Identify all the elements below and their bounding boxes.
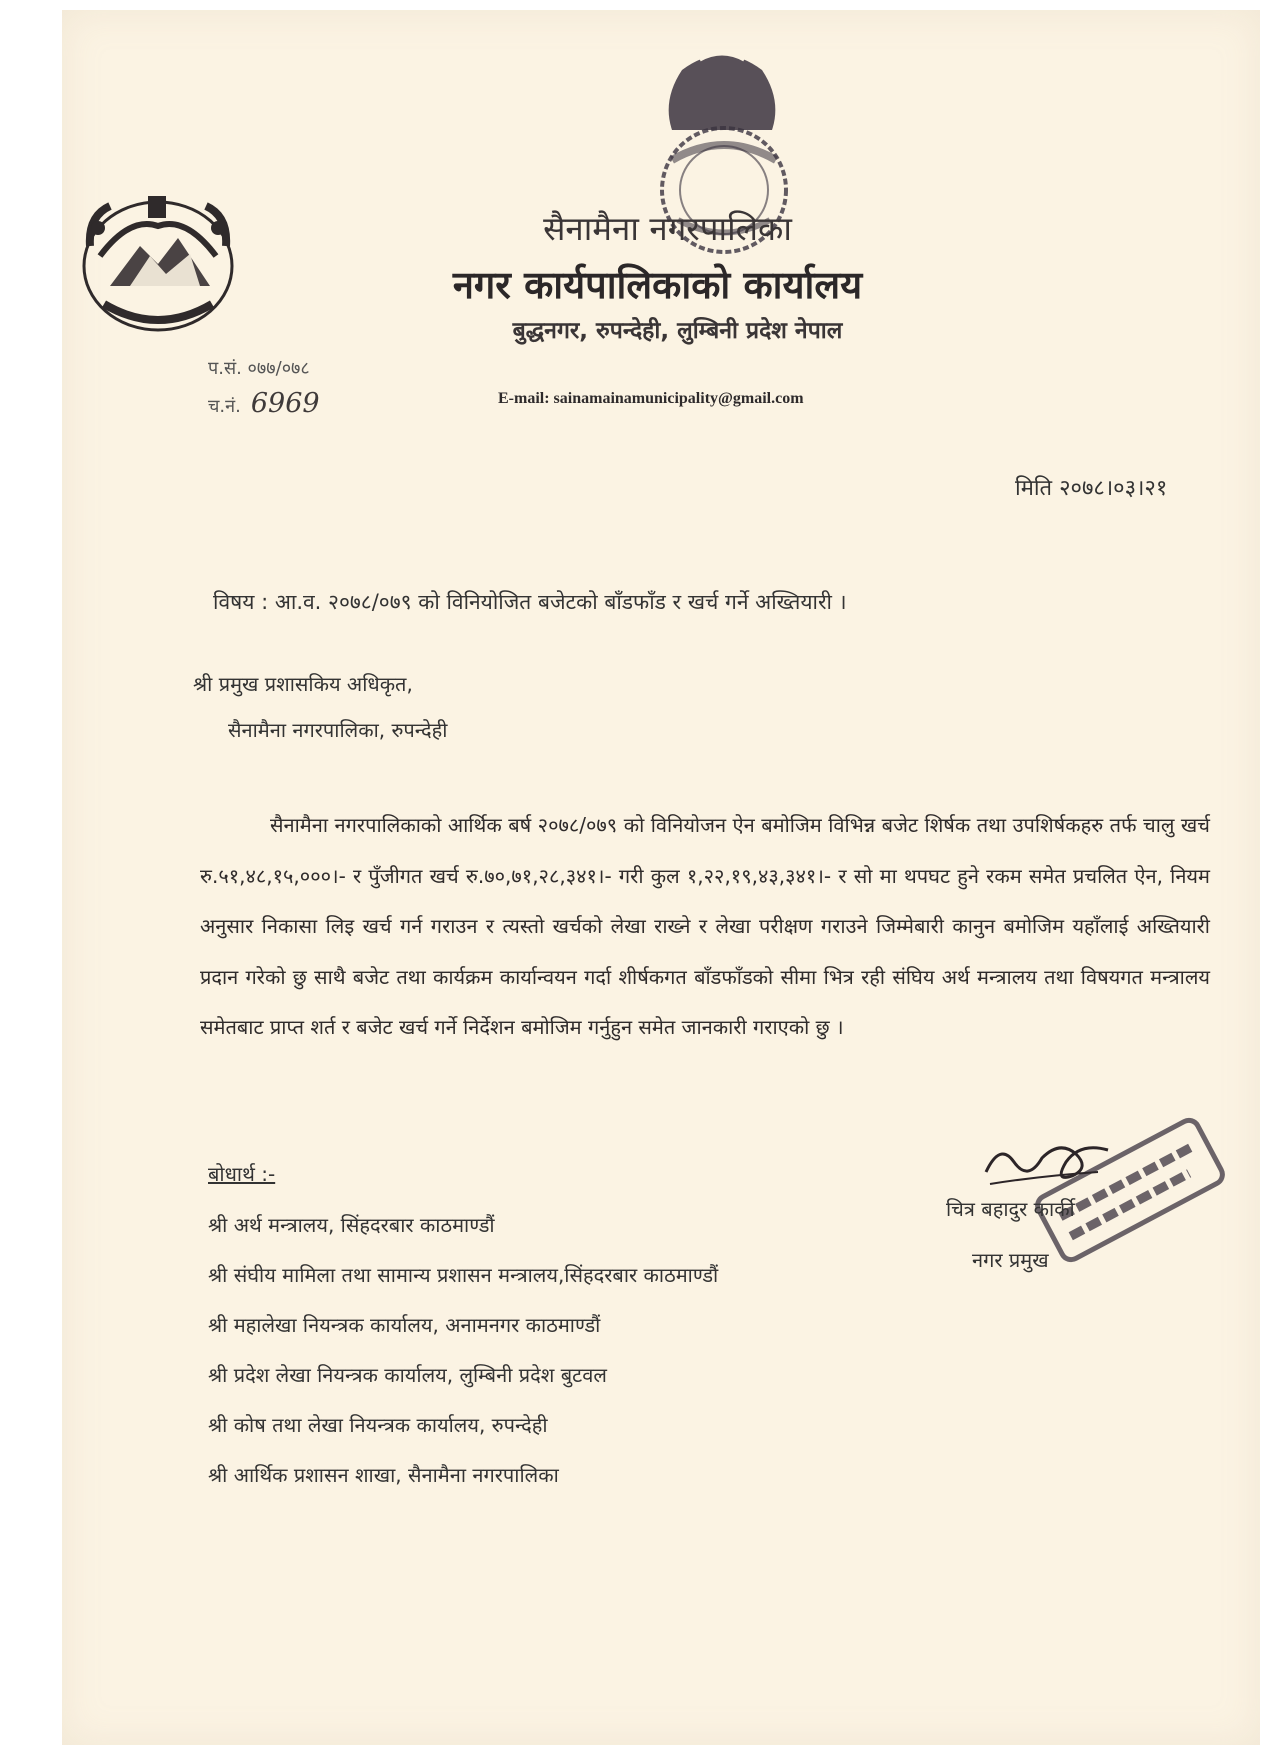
signatory-name: चित्र बहादुर कार्की — [946, 1197, 1075, 1221]
cc-item: श्री कोष तथा लेखा नियन्त्रक कार्यालय, रुपन्देही — [208, 1413, 548, 1437]
office-name: नगर कार्यपालिकाको कार्यालय — [452, 263, 863, 307]
cc-list — [208, 1207, 718, 1507]
office-email: E-mail: sainamainamunicipality@gmail.com — [498, 390, 804, 407]
recipient-title: श्री प्रमुख प्रशासकिय अधिकृत, — [193, 672, 413, 696]
letter-body: सैनामैना नगरपालिकाको आर्थिक बर्ष २०७८/०७९ को विनियोजन ऐन बमोजिम विभिन्न बजेट शिर्षक तथा उपशिर्षकहरु तर्फ चालु खर्च रु.५१,४८,१५,०००।- र पुँजीगत खर्च रु.७०,७१,२८,३४१।- गरी कुल १,२२,१९,४३,३४१।- र सो मा थपघट हुने रकम समेत प्रचलित ऐन, नियम अनुसार निकासा लिइ खर्च गर्न गराउन र त्यस्तो खर्चको लेखा राख्ने र लेखा परीक्षण गराउने जिम्मेबारी कानुन बमोजिम यहाँलाई अख्तियारी प्रदान गरेको छु साथै बजेट तथा कार्यक्रम कार्यान्वयन गर्दा शीर्षकगत बाँडफाँडको सीमा भित्र रही संघिय अर्थ मन्त्रालय तथा विषयगत मन्त्रालय समेतबाट प्राप्त शर्त र बजेट खर्च गर्ने निर्देशन बमोजिम गर्नुहुन समेत जानकारी गराएको छु । — [200, 813, 1210, 1039]
office-address: बुद्धनगर, रुपन्देही, लुम्बिनी प्रदेश नेपाल — [512, 318, 843, 344]
cc-item: श्री प्रदेश लेखा नियन्त्रक कार्यालय, लुम्बिनी प्रदेश बुटवल — [208, 1363, 607, 1387]
cc-item: श्री आर्थिक प्रशासन शाखा, सैनामैना नगरपालिका — [208, 1463, 559, 1487]
cc-item: श्री महालेखा नियन्त्रक कार्यालय, अनामनगर काठमाण्डौं — [208, 1313, 601, 1337]
cc-item: श्री संघीय मामिला तथा सामान्य प्रशासन मन्त्रालय,सिंहदरबार काठमाण्डौं — [208, 1263, 719, 1287]
letter-subject: विषय : आ.व. २०७८/०७९ को विनियोजित बजेटको बाँडफाँड र खर्च गर्ने अख्तियारी । — [213, 590, 847, 614]
signatory-title: नगर प्रमुख — [972, 1248, 1049, 1272]
cc-heading: बोधार्थ :- — [208, 1162, 276, 1186]
letter-number: प.सं. ०७७/०७८ — [208, 358, 310, 379]
dispatch-number-label: च.नं. — [208, 396, 241, 417]
municipality-name: सैनामैना नगरपालिका — [543, 209, 792, 248]
signature-icon — [980, 1132, 1120, 1196]
recipient-address: सैनामैना नगरपालिका, रुपन्देही — [228, 718, 448, 742]
letter-date: मिति २०७८।०३।२१ — [1015, 476, 1168, 501]
cc-item: श्री अर्थ मन्त्रालय, सिंहदरबार काठमाण्डौं — [208, 1213, 495, 1237]
dispatch-number — [208, 388, 320, 419]
dispatch-number-value: 6969 — [250, 388, 320, 419]
